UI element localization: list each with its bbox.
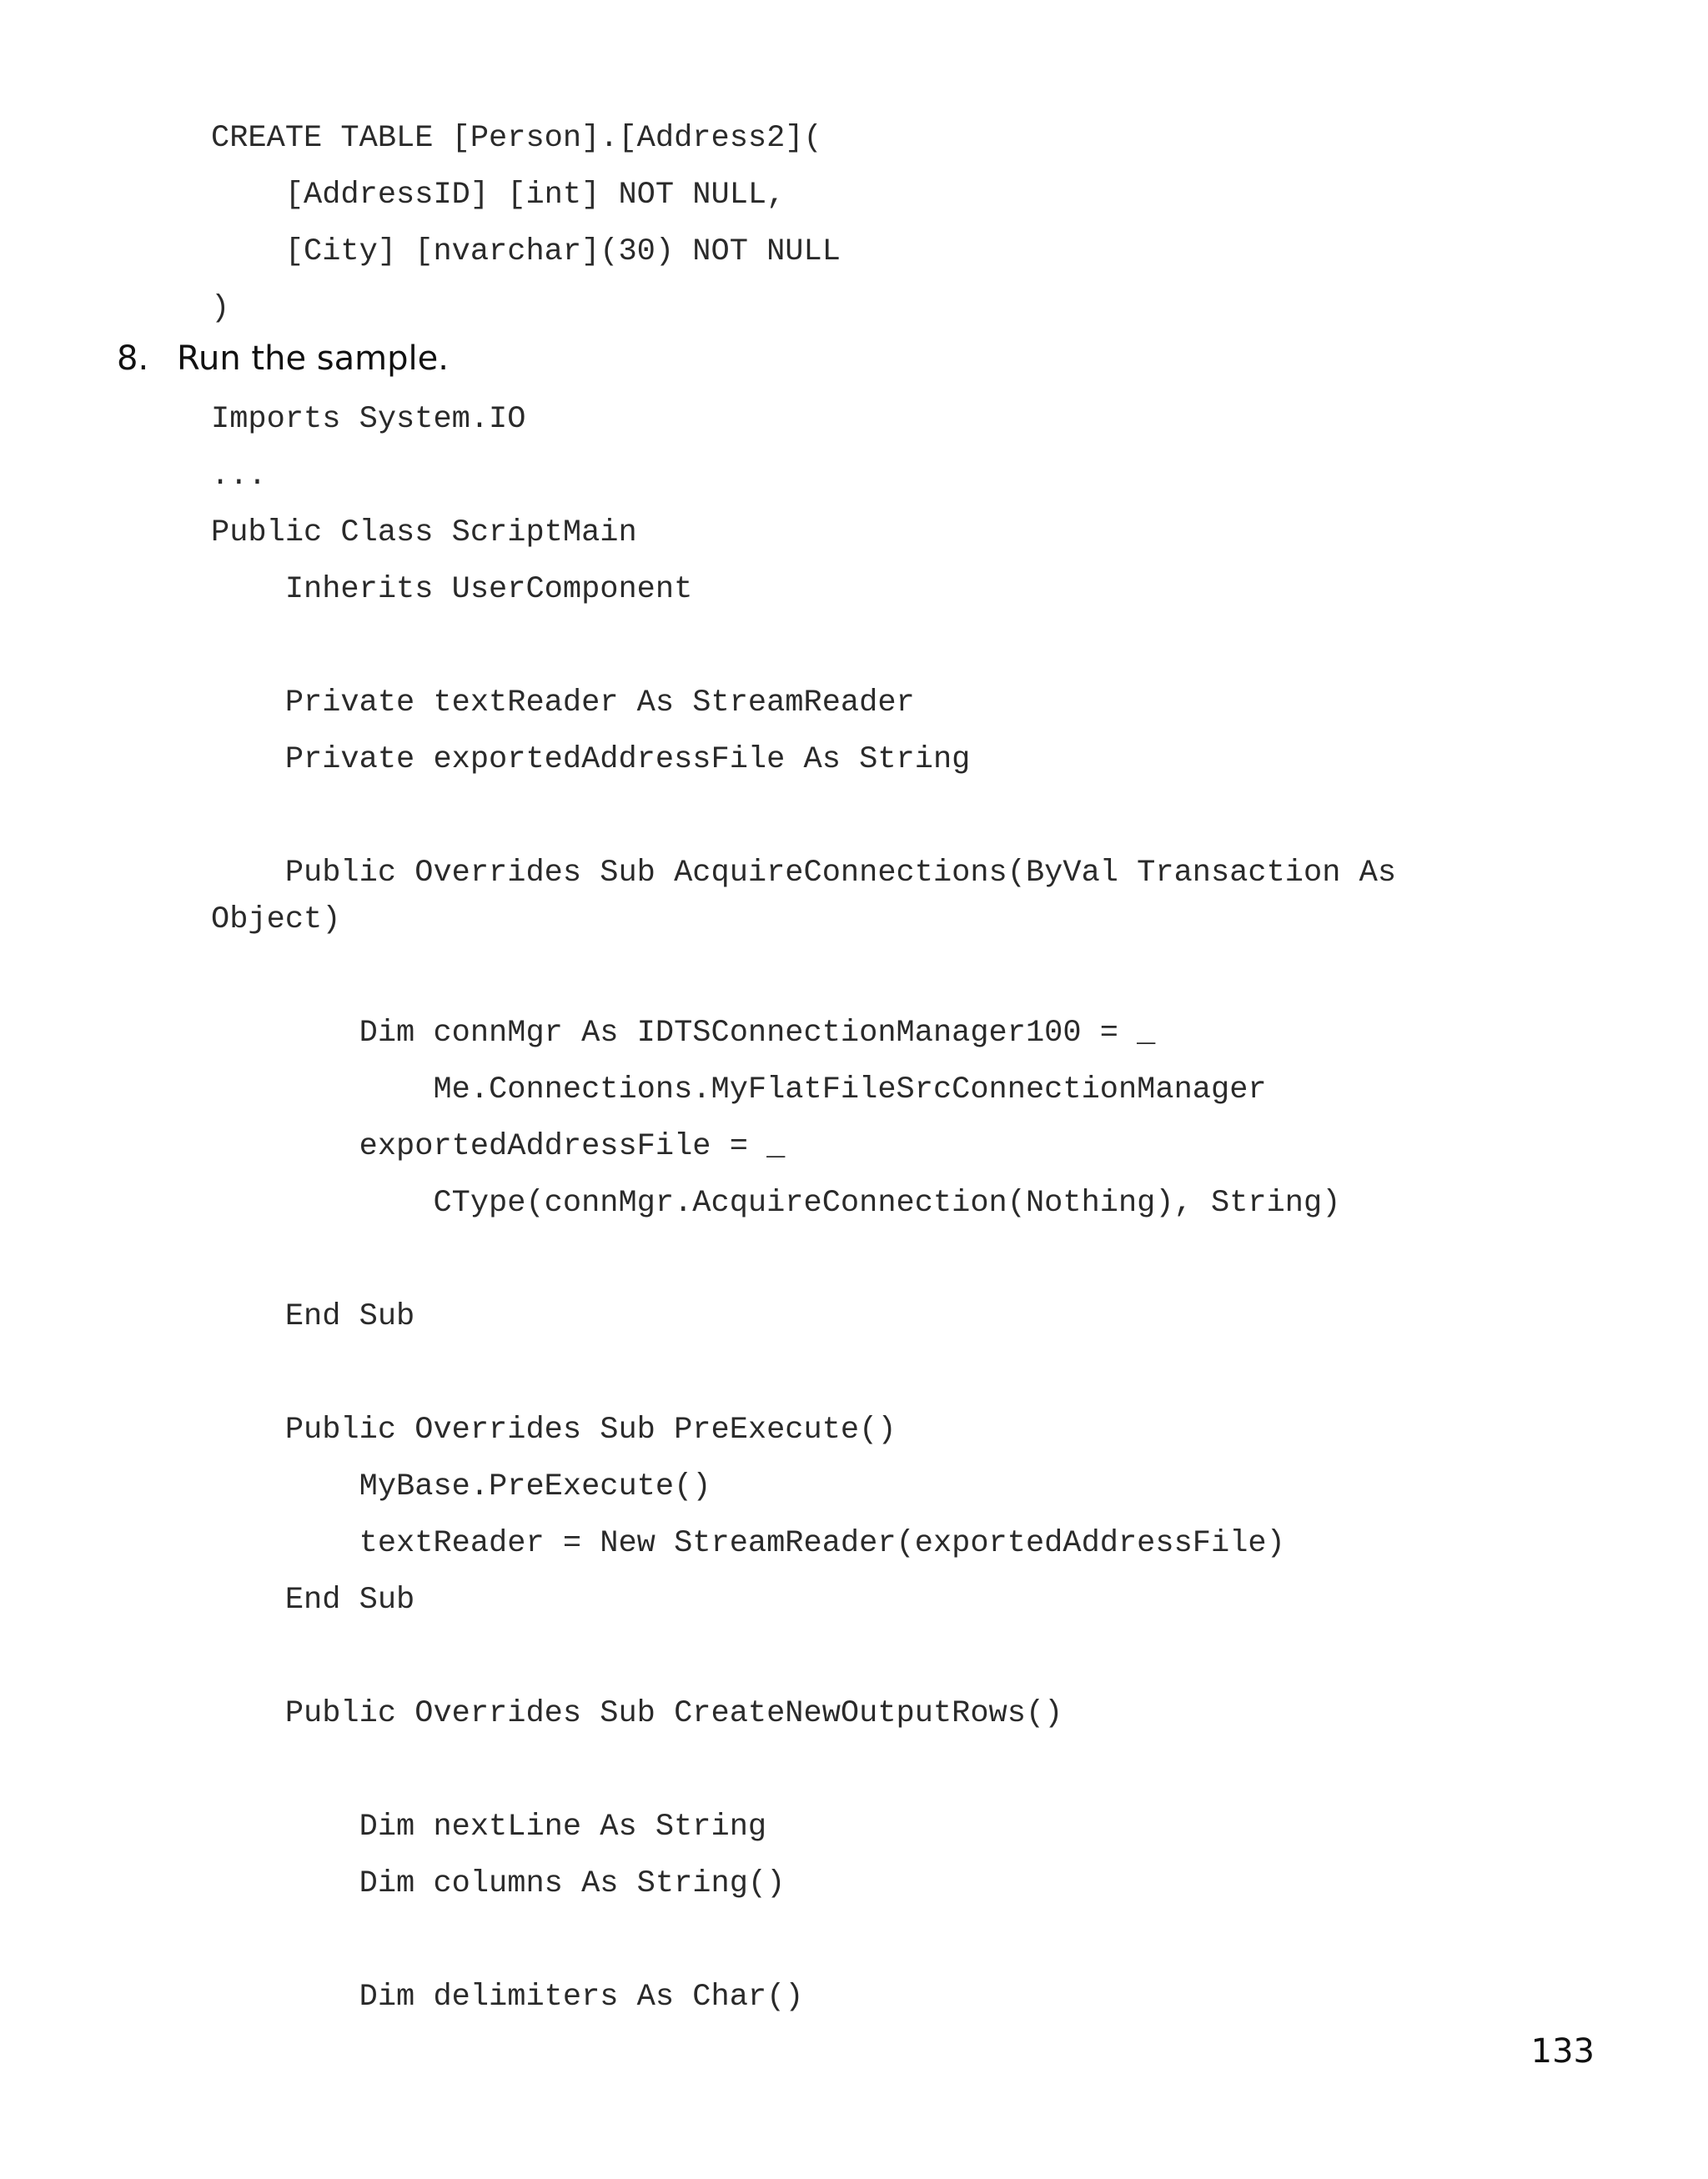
code-line: Public Overrides Sub PreExecute() <box>211 1413 897 1448</box>
step-text: Run the sample. <box>177 339 449 378</box>
code-line: Dim nextLine As String <box>211 1810 767 1845</box>
code-line: Imports System.IO <box>211 402 526 437</box>
step-number: 8. <box>117 339 149 378</box>
page-number: 133 <box>1530 2032 1595 2071</box>
code-line: textReader = New StreamReader(exportedAddressFile) <box>211 1526 1285 1561</box>
code-line: Object) <box>211 902 341 937</box>
code-line: Dim columns As String() <box>211 1866 786 1901</box>
code-line: ... <box>211 459 267 494</box>
code-line: exportedAddressFile = _ <box>211 1129 786 1164</box>
code-line: CType(connMgr.AcquireConnection(Nothing), String) <box>211 1186 1341 1221</box>
code-line: End Sub <box>211 1583 415 1618</box>
code-line: End Sub <box>211 1299 415 1334</box>
step-item <box>117 337 449 380</box>
code-line: Dim delimiters As Char() <box>211 1980 804 2015</box>
code-line: Private textReader As StreamReader <box>211 685 915 720</box>
code-line: Me.Connections.MyFlatFileSrcConnectionManager <box>211 1072 1267 1107</box>
code-line: Dim connMgr As IDTSConnectionManager100 = _ <box>211 1016 1156 1051</box>
code-line: [City] [nvarchar](30) NOT NULL <box>211 234 841 269</box>
code-line: Private exportedAddressFile As String <box>211 742 971 777</box>
code-line: Public Overrides Sub AcquireConnections(ByVal Transaction As <box>211 856 1397 891</box>
code-line: ) <box>211 291 230 326</box>
code-line: Public Class ScriptMain <box>211 515 637 550</box>
code-line: Inherits UserComponent <box>211 572 693 607</box>
code-line: MyBase.PreExecute() <box>211 1469 711 1504</box>
code-line: [AddressID] [int] NOT NULL, <box>211 178 786 213</box>
code-line: Public Overrides Sub CreateNewOutputRows() <box>211 1696 1063 1731</box>
code-line: CREATE TABLE [Person].[Address2]( <box>211 121 822 156</box>
